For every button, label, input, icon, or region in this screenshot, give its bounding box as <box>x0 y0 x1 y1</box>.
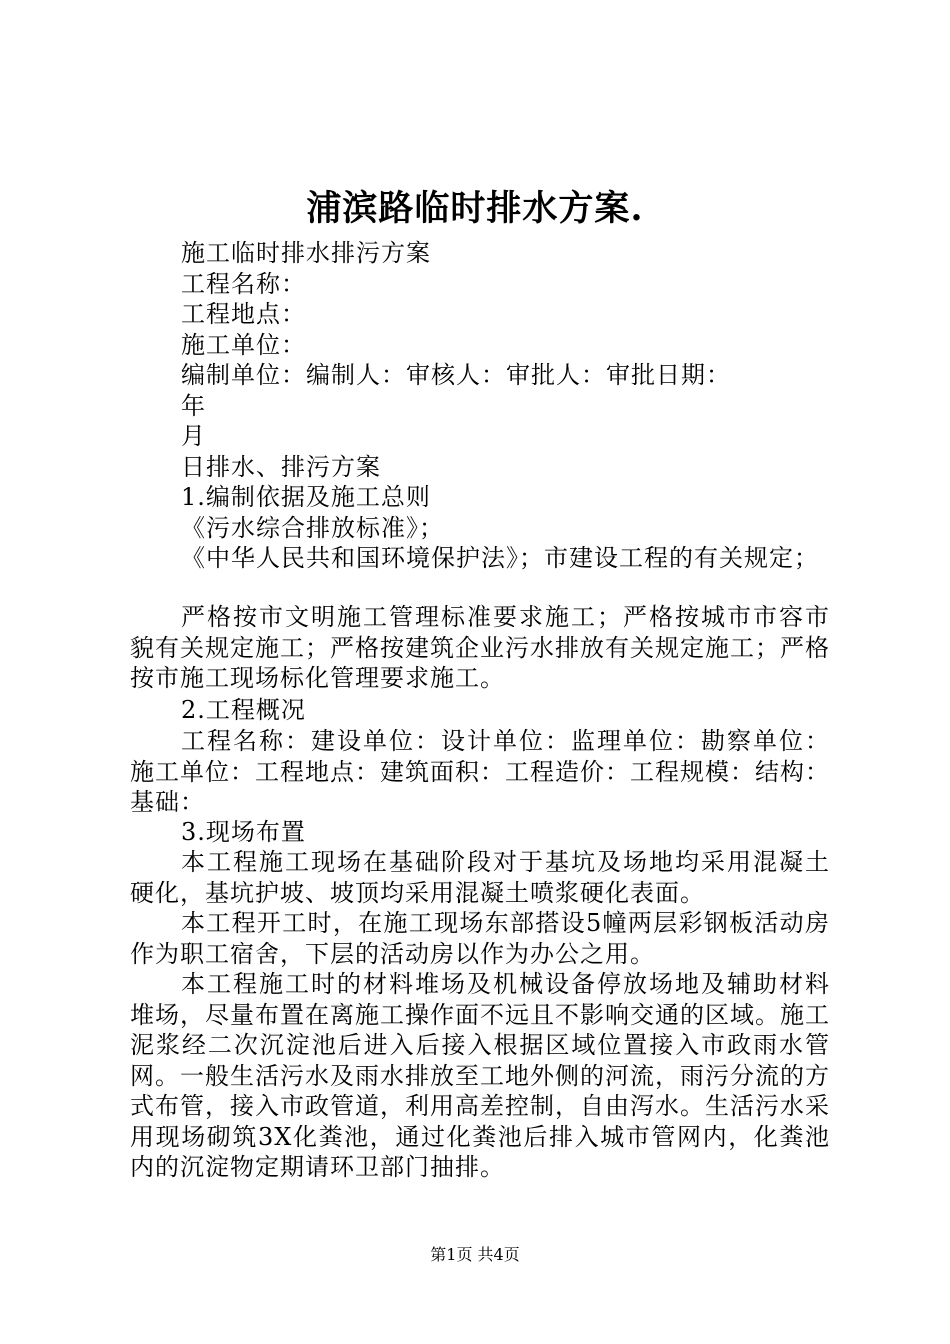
project-name-field: 工程名称： <box>181 270 306 298</box>
section3-paragraph-1: 本工程施工现场在基础阶段对于基坑及场地均采用混凝土硬化，基坑护坡、坡顶均采用混凝土喷浆硬化表面。 <box>130 848 830 907</box>
approval-fields: 编制单位：编制人：审核人：审批人：审批日期： <box>181 361 731 389</box>
section3-paragraph-3: 本工程施工时的材料堆场及机械设备停放场地及辅助材料堆场，尽量布置在离施工操作面不远且不影响交通的区域。施工泥浆经二次沉淀池后进入后接入根据区域位置接入市政雨水管网。一般生活污水及雨水排放至工地外侧的河流，雨污分流的方式布管，接入市政管道，利用高差控制，自由泻水。生活污水采用现场砌筑3X化粪池，通过化粪池后排入城市管网内，化粪池内的沉淀物定期请环卫部门抽排。 <box>130 970 830 1181</box>
section1-paragraph: 严格按市文明施工管理标准要求施工；严格按城市市容市貌有关规定施工；严格按建筑企业污水排放有关规定施工；严格按市施工现场标化管理要求施工。 <box>130 603 830 692</box>
document-title: 浦滨路临时排水方案. <box>306 188 644 229</box>
date-year: 年 <box>181 392 206 420</box>
date-day-heading: 日排水、排污方案 <box>181 453 381 481</box>
section3-heading: 3.现场布置 <box>181 818 306 846</box>
section2-paragraph: 工程名称：建设单位：设计单位：监理单位：勘察单位：施工单位：工程地点：建筑面积：工程造价：工程规模：结构：基础： <box>130 727 830 816</box>
project-location-field: 工程地点： <box>181 300 306 328</box>
construction-unit-field: 施工单位： <box>181 331 306 359</box>
reference-standard: 《污水综合排放标准》； <box>181 514 444 542</box>
section3-paragraph-2: 本工程开工时，在施工现场东部搭设5幢两层彩钢板活动房作为职工宿舍，下层的活动房以作为办公之用。 <box>130 909 830 968</box>
reference-law: 《中华人民共和国环境保护法》；市建设工程的有关规定； <box>181 544 819 572</box>
doc-subtitle: 施工临时排水排污方案 <box>181 239 431 267</box>
page-footer: 第1页 共4页 <box>430 1245 520 1264</box>
date-month: 月 <box>181 422 206 450</box>
section1-heading: 1.编制依据及施工总则 <box>181 483 431 511</box>
section2-heading: 2.工程概况 <box>181 696 306 724</box>
